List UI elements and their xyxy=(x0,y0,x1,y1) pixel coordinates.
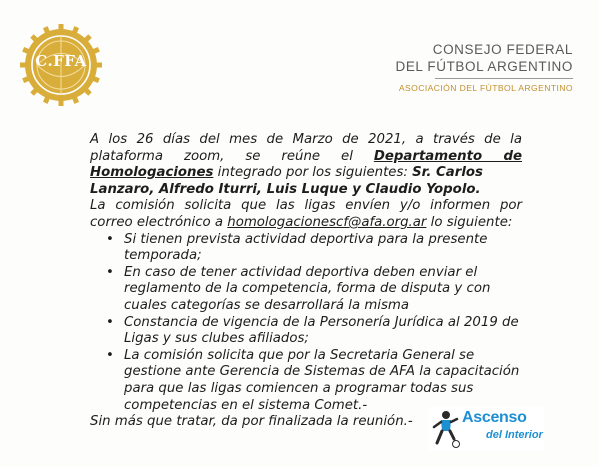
org-name-line2: DEL FÚTBOL ARGENTINO xyxy=(395,59,573,74)
item-line: reglamento de la competencia, forma de disputa y con xyxy=(124,281,491,297)
list-item xyxy=(90,315,522,348)
header-divider xyxy=(435,78,573,79)
badge-subtitle: del Interior xyxy=(486,429,543,441)
item-line: La comisión solicita que por la Secretaria General se xyxy=(124,347,475,363)
document-body xyxy=(90,132,522,431)
bullet-icon: • xyxy=(106,231,114,247)
item-line: cuales categorías se desarrollará la misma xyxy=(124,297,410,313)
item-line: temporada; xyxy=(124,248,202,264)
bullet-icon: • xyxy=(106,347,114,363)
badge-title: Ascenso xyxy=(462,409,527,426)
item-line: competencias en el sistema Comet.- xyxy=(124,397,368,413)
item-line: Ligas y sus clubes afiliados; xyxy=(124,331,309,347)
item-line: En caso de tener actividad deportiva deben enviar el xyxy=(124,264,478,280)
intro-line-2 xyxy=(90,149,522,166)
members-names: Lanzaro, Alfredo Iturri, Luis Luque y Claudio Yopolo. xyxy=(90,181,481,197)
seal-text: C.FFA xyxy=(35,52,87,70)
list-item xyxy=(90,232,522,265)
cffa-seal-logo xyxy=(18,22,104,108)
ascenso-del-interior-logo xyxy=(428,407,544,451)
request-line-1: La comisión solicita que las ligas envíen y/o informen por xyxy=(90,198,522,214)
intro-line-1: A los 26 días del mes de Marzo de 2021, a través de la xyxy=(90,132,522,147)
request-line-2-post: lo siguiente: xyxy=(426,214,513,230)
organization-header xyxy=(395,41,573,93)
bullet-icon: • xyxy=(106,264,114,280)
item-line: para que las ligas comiencen a programar todas sus xyxy=(124,380,474,396)
item-line: Constancia de vigencia de la Personería Jurídica al 2019 de xyxy=(124,314,519,330)
bullet-icon: • xyxy=(106,314,114,330)
item-line: Si tienen prevista actividad deportiva para la presente xyxy=(124,231,488,247)
department-name-cont: Homologaciones xyxy=(90,165,214,181)
request-line-2-pre: correo electrónico a xyxy=(90,214,228,230)
org-name-line1: CONSEJO FEDERAL xyxy=(432,42,573,57)
email-link[interactable]: homologacionescf@afa.org.ar xyxy=(227,214,427,230)
list-item xyxy=(90,265,522,315)
intro-plataforma: plataforma zoom, se reúne el xyxy=(90,148,353,164)
department-name: Departamento de xyxy=(373,148,522,164)
closing-line: Sin más que tratar, da por finalizada la reunión.- xyxy=(90,414,413,430)
request-line-2 xyxy=(90,215,522,232)
members-start: Sr. Carlos xyxy=(412,165,483,181)
request-list xyxy=(90,232,522,415)
intro-integrado: integrado por los siguientes: xyxy=(213,165,413,181)
soccer-player-icon xyxy=(430,409,460,449)
intro-line-3 xyxy=(90,165,522,182)
org-parent-name: ASOCIACIÓN DEL FÚTBOL ARGENTINO xyxy=(398,83,573,93)
item-line: gestione ante Gerencia de Sistemas de AFA la capacitación xyxy=(124,364,520,380)
list-item xyxy=(90,348,522,414)
